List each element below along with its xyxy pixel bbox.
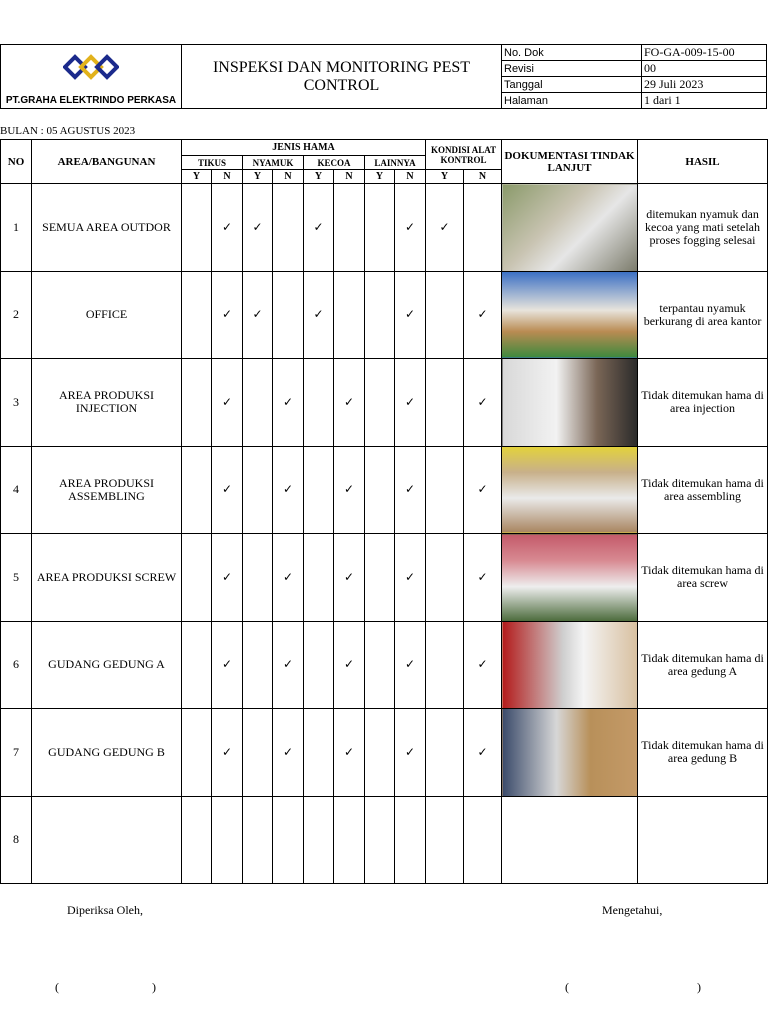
check-cell [212, 446, 243, 534]
check-cell [243, 534, 273, 622]
company-name: PT.GRAHA ELEKTRINDO PERKASA [5, 95, 177, 106]
check-cell [182, 709, 212, 797]
check-mark-icon: ✓ [343, 744, 355, 759]
check-mark-icon: ✓ [282, 394, 294, 409]
check-cell [395, 621, 426, 709]
check-cell [304, 271, 334, 359]
check-cell [334, 534, 365, 622]
documentation-photo [502, 271, 638, 359]
header-jenis-hama: JENIS HAMA [182, 140, 426, 156]
row-area [32, 796, 182, 884]
check-cell [243, 446, 273, 534]
check-mark-icon: ✓ [477, 394, 488, 409]
check-mark-icon: ✓ [404, 744, 416, 759]
check-mark-icon: ✓ [221, 657, 233, 672]
row-area: GUDANG GEDUNG A [32, 621, 182, 709]
document-title: INSPEKSI DAN MONITORING PEST CONTROL [182, 45, 502, 109]
signature-right-open: ( [565, 980, 569, 994]
check-cell [243, 621, 273, 709]
check-mark-icon: ✓ [404, 219, 416, 234]
check-cell [304, 709, 334, 797]
check-cell [464, 534, 502, 622]
row-number: 5 [1, 534, 32, 622]
check-cell [334, 359, 365, 447]
row-number: 4 [1, 446, 32, 534]
check-cell [212, 709, 243, 797]
check-mark-icon: ✓ [477, 569, 488, 584]
check-cell [304, 534, 334, 622]
check-cell [182, 621, 212, 709]
check-cell [395, 796, 426, 884]
check-cell [182, 184, 212, 272]
table-body [1, 184, 768, 884]
check-cell [464, 271, 502, 359]
check-cell [273, 271, 304, 359]
documentation-photo [502, 534, 638, 622]
meta-label-revisi: Revisi [502, 61, 642, 77]
header-y: Y [304, 170, 334, 184]
table-row [1, 359, 768, 447]
check-mark-icon: ✓ [252, 219, 263, 234]
header-y: Y [182, 170, 212, 184]
header-hasil: HASIL [638, 140, 768, 184]
check-mark-icon: ✓ [404, 482, 416, 497]
check-mark-icon: ✓ [343, 657, 355, 672]
check-cell [464, 709, 502, 797]
check-mark-icon: ✓ [343, 569, 355, 584]
check-cell [365, 271, 395, 359]
signature-right-label: Mengetahui, [602, 903, 663, 917]
check-cell [334, 796, 365, 884]
table-row [1, 621, 768, 709]
check-cell [426, 796, 464, 884]
check-cell [334, 709, 365, 797]
check-mark-icon: ✓ [404, 657, 416, 672]
check-cell [395, 271, 426, 359]
check-cell [426, 621, 464, 709]
check-cell [212, 534, 243, 622]
check-cell [426, 271, 464, 359]
row-hasil: Tidak ditemukan hama di area screw [638, 534, 768, 622]
row-number: 7 [1, 709, 32, 797]
check-cell [395, 359, 426, 447]
check-cell [273, 446, 304, 534]
document-header [0, 44, 767, 109]
check-cell [212, 359, 243, 447]
check-cell [395, 534, 426, 622]
check-cell [365, 359, 395, 447]
header-no: NO [1, 140, 32, 184]
check-cell [182, 271, 212, 359]
row-number: 3 [1, 359, 32, 447]
check-mark-icon: ✓ [221, 394, 233, 409]
logo-cell [1, 45, 182, 109]
check-cell [304, 621, 334, 709]
check-cell [212, 796, 243, 884]
check-cell [395, 709, 426, 797]
check-mark-icon: ✓ [221, 569, 233, 584]
check-cell [212, 621, 243, 709]
row-area: SEMUA AREA OUTDOR [32, 184, 182, 272]
check-cell [395, 184, 426, 272]
check-mark-icon: ✓ [221, 744, 233, 759]
check-mark-icon: ✓ [343, 482, 355, 497]
header-dokumentasi: DOKUMENTASI TINDAK LANJUT [502, 140, 638, 184]
row-area: AREA PRODUKSI ASSEMBLING [32, 446, 182, 534]
meta-value-tanggal: 29 Juli 2023 [642, 77, 767, 93]
row-area: AREA PRODUKSI INJECTION [32, 359, 182, 447]
check-mark-icon: ✓ [343, 394, 355, 409]
check-cell [273, 534, 304, 622]
meta-label-tanggal: Tanggal [502, 77, 642, 93]
check-mark-icon: ✓ [477, 482, 488, 497]
check-cell [365, 621, 395, 709]
header-y: Y [365, 170, 395, 184]
check-mark-icon: ✓ [221, 219, 233, 234]
check-mark-icon: ✓ [404, 307, 416, 322]
check-cell [273, 184, 304, 272]
header-kecoa: KECOA [304, 156, 365, 170]
meta-value-revisi: 00 [642, 61, 767, 77]
check-cell [304, 796, 334, 884]
check-mark-icon: ✓ [282, 569, 294, 584]
check-cell [304, 359, 334, 447]
inspection-table [0, 139, 768, 884]
check-mark-icon: ✓ [404, 569, 416, 584]
table-row [1, 534, 768, 622]
header-lainnya: LAINNYA [365, 156, 426, 170]
row-area: OFFICE [32, 271, 182, 359]
documentation-photo [502, 709, 638, 797]
documentation-photo [502, 184, 638, 272]
check-cell [365, 446, 395, 534]
documentation-photo [502, 796, 638, 884]
row-number: 8 [1, 796, 32, 884]
check-cell [334, 184, 365, 272]
check-cell [464, 446, 502, 534]
header-n: N [334, 170, 365, 184]
check-cell [426, 534, 464, 622]
check-cell [334, 621, 365, 709]
row-hasil [638, 796, 768, 884]
check-cell [395, 446, 426, 534]
check-cell [243, 709, 273, 797]
header-n: N [273, 170, 304, 184]
header-y: Y [426, 170, 464, 184]
check-cell [426, 709, 464, 797]
header-area: AREA/BANGUNAN [32, 140, 182, 184]
check-cell [273, 796, 304, 884]
table-row [1, 271, 768, 359]
check-mark-icon: ✓ [282, 657, 294, 672]
documentation-photo [502, 359, 638, 447]
header-n: N [395, 170, 426, 184]
check-mark-icon: ✓ [313, 307, 324, 322]
check-cell [212, 184, 243, 272]
check-cell [273, 709, 304, 797]
check-cell [334, 271, 365, 359]
table-row [1, 446, 768, 534]
row-number: 1 [1, 184, 32, 272]
check-mark-icon: ✓ [477, 307, 488, 322]
check-mark-icon: ✓ [221, 307, 233, 322]
check-cell [304, 184, 334, 272]
check-cell [273, 621, 304, 709]
check-cell [464, 621, 502, 709]
check-mark-icon: ✓ [282, 744, 294, 759]
row-hasil: Tidak ditemukan hama di area gedung A [638, 621, 768, 709]
header-y: Y [243, 170, 273, 184]
signature-left-close: ) [152, 980, 156, 994]
check-cell [243, 184, 273, 272]
row-area: AREA PRODUKSI SCREW [32, 534, 182, 622]
check-cell [243, 359, 273, 447]
check-cell [426, 446, 464, 534]
meta-value-halaman: 1 dari 1 [642, 93, 767, 109]
company-logo-icon [63, 50, 119, 84]
header-n: N [464, 170, 502, 184]
table-row [1, 796, 768, 884]
check-mark-icon: ✓ [282, 482, 294, 497]
check-cell [182, 359, 212, 447]
check-cell [304, 446, 334, 534]
check-cell [182, 534, 212, 622]
row-hasil: terpantau nyamuk berkurang di area kantor [638, 271, 768, 359]
check-cell [426, 359, 464, 447]
check-mark-icon: ✓ [252, 307, 263, 322]
check-mark-icon: ✓ [477, 744, 488, 759]
check-cell [365, 534, 395, 622]
header-nyamuk: NYAMUK [243, 156, 304, 170]
documentation-photo [502, 446, 638, 534]
row-area: GUDANG GEDUNG B [32, 709, 182, 797]
check-cell [464, 359, 502, 447]
check-cell [426, 184, 464, 272]
check-mark-icon: ✓ [404, 394, 416, 409]
row-hasil: Tidak ditemukan hama di area assembling [638, 446, 768, 534]
meta-label-halaman: Halaman [502, 93, 642, 109]
month-label: BULAN : 05 AGUSTUS 2023 [0, 125, 136, 137]
row-number: 6 [1, 621, 32, 709]
signature-left-label: Diperiksa Oleh, [67, 903, 143, 917]
meta-label-no-dok: No. Dok [502, 45, 642, 61]
check-cell [464, 796, 502, 884]
check-cell [182, 446, 212, 534]
check-cell [365, 709, 395, 797]
check-mark-icon: ✓ [439, 219, 450, 234]
check-cell [365, 796, 395, 884]
check-mark-icon: ✓ [313, 219, 324, 234]
check-mark-icon: ✓ [477, 657, 488, 672]
meta-value-no-dok: FO-GA-009-15-00 [642, 45, 767, 61]
check-cell [243, 271, 273, 359]
header-n: N [212, 170, 243, 184]
table-row [1, 184, 768, 272]
row-hasil: ditemukan nyamuk dan kecoa yang mati setelah proses fogging selesai [638, 184, 768, 272]
check-cell [243, 796, 273, 884]
row-hasil: Tidak ditemukan hama di area injection [638, 359, 768, 447]
signature-left-open: ( [55, 980, 59, 994]
check-cell [212, 271, 243, 359]
row-hasil: Tidak ditemukan hama di area gedung B [638, 709, 768, 797]
signature-right-close: ) [697, 980, 701, 994]
documentation-photo [502, 621, 638, 709]
header-tikus: TIKUS [182, 156, 243, 170]
check-cell [273, 359, 304, 447]
check-cell [365, 184, 395, 272]
table-row [1, 709, 768, 797]
check-cell [464, 184, 502, 272]
check-cell [182, 796, 212, 884]
check-mark-icon: ✓ [221, 482, 233, 497]
header-kondisi: KONDISI ALAT KONTROL [426, 140, 502, 170]
check-cell [334, 446, 365, 534]
row-number: 2 [1, 271, 32, 359]
